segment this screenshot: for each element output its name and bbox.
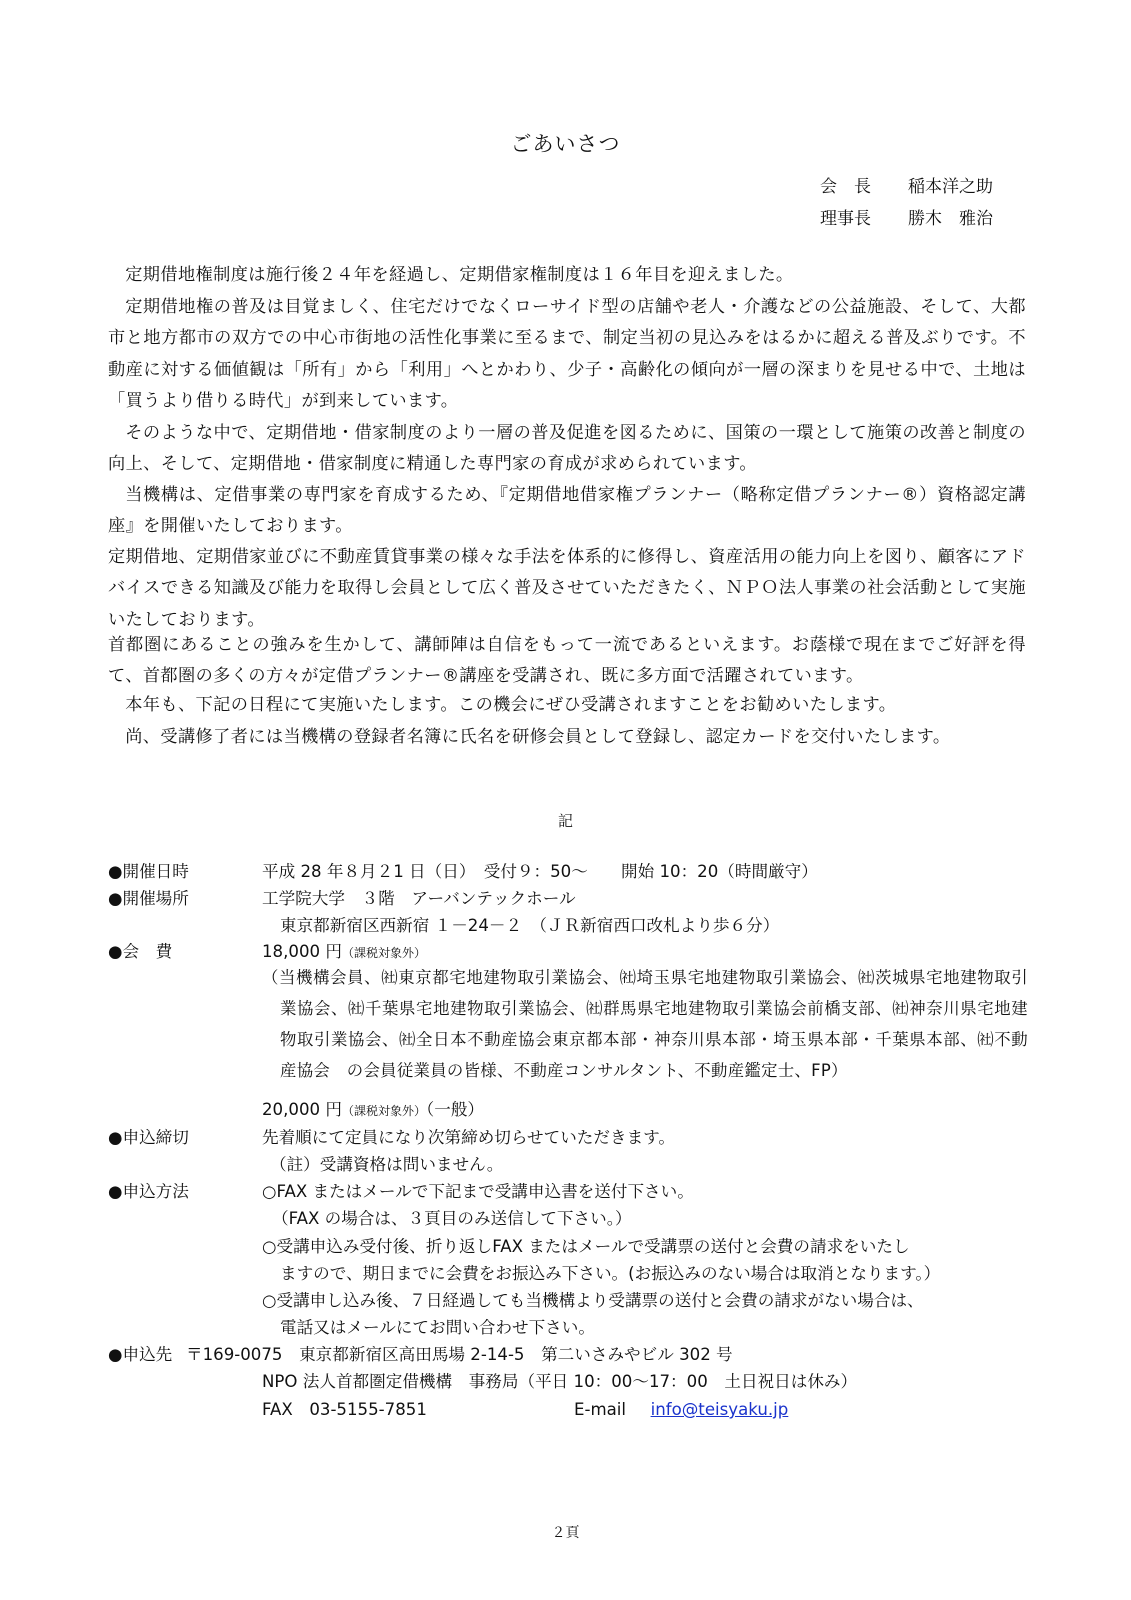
contact-label: ●申込先 — [108, 1345, 173, 1364]
email-link[interactable]: info@teisyaku.jp — [650, 1400, 789, 1419]
email-label: E-mail — [574, 1400, 627, 1419]
fee-member-description: （当機構会員、㈳東京都宅地建物取引業協会、㈳埼玉県宅地建物取引業協会、㈳茨城県宅地建物取引業協会、㈳千葉県宅地建物取引業協会、㈳群馬県宅地建物取引業協会前橋支部、㈳神奈川県宅地建物取引業協会、㈳全日本不動産協会東京都本部・神奈川県本部・埼玉県本部・千葉県本部、㈳不動産協会 の会員従業員の皆様、不動産コンサルタント、不動産鑑定士、FP） — [262, 968, 1028, 1080]
method-line: ○受講申込み受付後、折り返しFAX またはメールで受講票の送付と会費の請求をいたし — [262, 1237, 910, 1256]
fee-tax-note: （課税対象外） — [341, 1104, 426, 1118]
method-line: （FAX の場合は、３頁目のみ送信して下さい。） — [272, 1209, 632, 1228]
deadline-note: （註）受講資格は問いません。 — [270, 1155, 504, 1174]
signatory-role: 会 長 — [820, 177, 871, 197]
contact-org: NPO 法人首都圏定借機構 事務局（平日 10：00～17：00 土日祝日は休み） — [262, 1372, 858, 1391]
fee-general: 20,000 円 — [262, 1100, 342, 1119]
signatory-chairman — [820, 172, 993, 197]
fee-member: 18,000 円 — [262, 942, 342, 961]
date-label: ●開催日時 — [108, 862, 189, 881]
greeting-paragraph: そのような中で、定期借地・借家制度のより一層の普及促進を図るために、国策の一環として施策の改善と制度の向上、そして、定期借地・借家制度に精通した専門家の育成が求められています。 — [108, 423, 1026, 475]
deadline-label: ●申込締切 — [108, 1128, 189, 1147]
greeting-paragraph: 尚、受講修了者には当機構の登録者名簿に氏名を研修会員として登録し、認定カードを交付いたします。 — [125, 727, 951, 747]
venue-label: ●開催場所 — [108, 889, 189, 908]
venue-value: 工学院大学 ３階 アーバンテックホール — [262, 889, 576, 908]
greeting-paragraph: 定期借地、定期借家並びに不動産賃貸事業の様々な手法を体系的に修得し、資産活用の能力向上を図り、顧客にアドバイスできる知識及び能力を取得し会員として広く普及させていただきたく、ＮＰＯ法人事業の社会活動として実施いたしております。 — [108, 547, 1026, 630]
contact-address: 〒169-0075 東京都新宿区高田馬場 2-14-5 第二いさみやビル 302 号 — [186, 1345, 733, 1364]
method-line: 電話又はメールにてお問い合わせ下さい。 — [280, 1318, 595, 1337]
greeting-paragraph: 本年も、下記の日程にて実施いたします。この機会にぜひ受講されますことをお勧めいたします。 — [125, 695, 897, 715]
signatory-role: 理事長 — [820, 209, 871, 229]
deadline-value: 先着順にて定員になり次第締め切らせていただきます。 — [262, 1128, 676, 1147]
method-line: ○受講申し込み後、７日経過しても当機構より受講票の送付と会費の請求がない場合は、 — [262, 1291, 924, 1310]
page-title: ごあいさつ — [510, 132, 621, 156]
ki-heading: 記 — [557, 812, 573, 830]
signatory-name: 稲本洋之助 — [908, 177, 993, 197]
signatory-name: 勝木 雅治 — [908, 209, 993, 229]
fee-general-row — [262, 1096, 484, 1125]
signatory-president — [820, 204, 993, 229]
page-number: ２頁 — [551, 1525, 580, 1541]
method-label: ●申込方法 — [108, 1182, 189, 1201]
venue-address: 東京都新宿区西新宿 １－24－２ （ＪＲ新宿西口改札より歩６分） — [280, 916, 780, 935]
method-line: ますので、期日までに会費をお振込み下さい。(お振込みのない場合は取消となります。） — [280, 1264, 941, 1283]
fee-tax-note: （課税対象外） — [341, 946, 426, 960]
greeting-paragraph: 定期借地権の普及は目覚ましく、住宅だけでなくローサイド型の店舗や老人・介護などの公益施設、そして、大都市と地方都市の双方での中心市街地の活性化事業に至るまで、制定当初の見込みをはるかに超える普及ぶりです。不動産に対する価値観は「所有」から「利用」へとかわり、少子・高齢化の傾向が一層の深まりを見せる中で、土地は「買うより借りる時代」が到来しています。 — [108, 297, 1026, 412]
greeting-paragraph: 首都圏にあることの強みを生かして、講師陣は自信をもって一流であるといえます。お蔭様で現在までご好評を得て、首都圏の多くの方々が定借プランナー®講座を受講され、既に多方面で活躍されています。 — [108, 635, 1026, 687]
fee-label: ●会 費 — [108, 942, 173, 961]
contact-fax: FAX 03-5155-7851 — [262, 1400, 427, 1419]
contact-email-row — [574, 1396, 788, 1423]
method-line: ○FAX またはメールで下記まで受講申込書を送付下さい。 — [262, 1182, 694, 1201]
greeting-paragraph: 定期借地権制度は施行後２４年を経過し、定期借家権制度は１６年目を迎えました。 — [125, 265, 794, 285]
fee-general-note: （一般） — [425, 1100, 485, 1119]
date-value: 平成 28 年８月２1 日（日） 受付９：50～ 開始 10：20（時間厳守） — [262, 862, 818, 881]
greeting-paragraph: 当機構は、定借事業の専門家を育成するため、『定期借地借家権プランナー（略称定借プランナー®）資格認定講座』を開催いたしております。 — [108, 485, 1026, 537]
